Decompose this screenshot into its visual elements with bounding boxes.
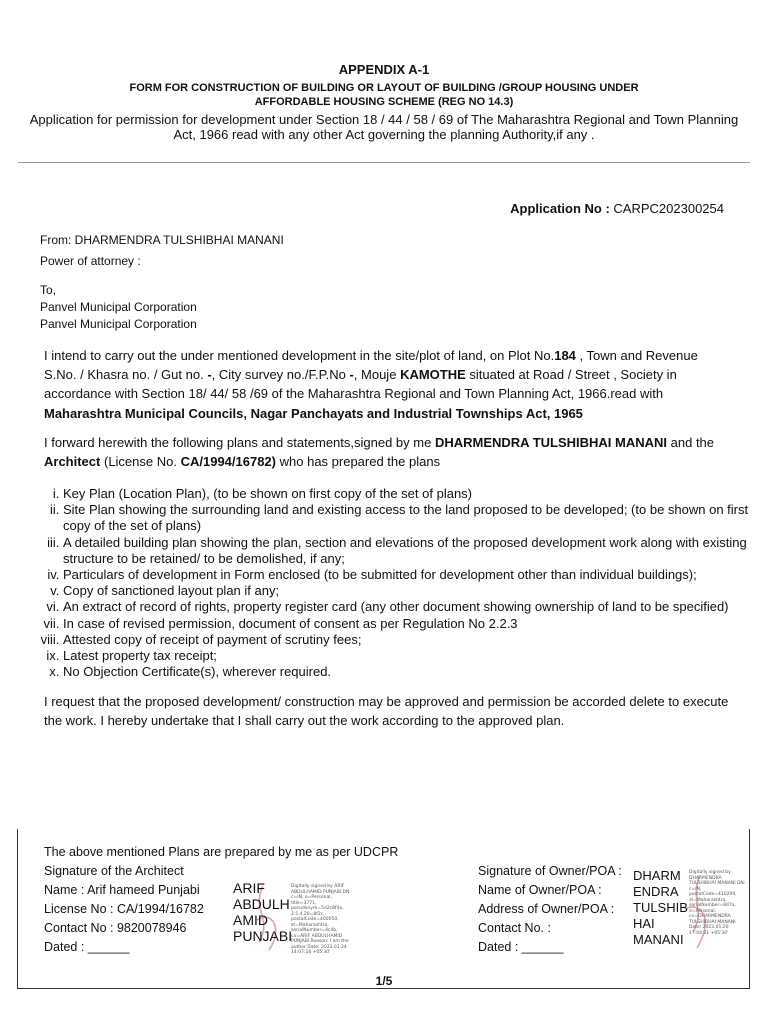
box-left-border xyxy=(17,829,18,989)
list-item: viii. Attested copy of receipt of payment of scrutiny fees; xyxy=(63,632,753,648)
development-paragraph xyxy=(44,346,744,423)
p3-line1: I request that the proposed development/ construction may be approved and permission be accorded delete to execute xyxy=(44,694,729,709)
list-item: iv. Particulars of development in Form enclosed (to be submitted for development other than individual buildings); xyxy=(63,567,753,583)
owner-digital-signature xyxy=(633,868,747,952)
application-label: Application No : xyxy=(510,201,610,216)
architect-word: Architect xyxy=(44,454,101,469)
owner-signer-line: TULSHIB xyxy=(633,900,688,915)
gut-number: - xyxy=(207,367,212,382)
architect-signer-line: PUNJABI xyxy=(233,928,293,944)
owner-signer-line: HAI xyxy=(633,916,655,931)
from-line: From: DHARMENDRA TULSHIBHAI MANANI xyxy=(40,233,284,247)
architect-signature-label: Signature of the Architect xyxy=(44,864,184,878)
application-number-row xyxy=(510,201,724,216)
owner-dated: Dated : ______ xyxy=(478,940,564,954)
intro-line1: Application for permission for development under Section 18 / 44 / 58 / 69 of The Maharashtra Regional and Town Planning xyxy=(29,112,739,127)
application-number: CARPC202300254 xyxy=(613,201,724,216)
license-number-inline: CA/1994/16782) xyxy=(180,454,276,469)
p2-text-d: who has prepared the plans xyxy=(279,454,441,469)
to-line1: Panvel Municipal Corporation xyxy=(40,300,197,314)
architect-license: License No : CA/1994/16782 xyxy=(44,902,204,916)
p2-text-c: (License No. xyxy=(103,454,177,469)
forward-paragraph xyxy=(44,433,744,471)
box-bottom-border xyxy=(17,988,750,989)
p1-text-g: accordance with Section 18/ 44/ 58 /69 of the Maharashtra Regional and Town Planning Act, 1966.read with xyxy=(44,386,664,401)
p1-text-d: , City survey no./F.P.No xyxy=(211,367,346,382)
box-right-border xyxy=(749,829,750,989)
p2-text-a: I forward herewith the following plans and statements,signed by me xyxy=(44,435,432,450)
list-item: x. No Objection Certificate(s), wherever required. xyxy=(63,664,753,680)
form-title-line2: AFFORDABLE HOUSING SCHEME (REG NO 14.3) xyxy=(254,96,514,108)
to-label: To, xyxy=(40,283,57,297)
architect-contact: Contact No : 9820078946 xyxy=(44,921,187,935)
architect-signer-line: AMID xyxy=(233,912,268,928)
architect-signature-details: Digitally signed by ARIF ABDULHAMID PUNJABI DN: c=IN, o=Personal, title=3771, pseudonym=5d2c8f4e, 2.5.4.20=8f2c, postalCode=400050, st=Maharashtra, serialNumber=4c4b, cn=ARIF ABDULHAMID PUNJABI Reason: I am the author Date: 2023.01.24 14:07:16 +05'30' xyxy=(291,884,351,955)
power-of-attorney: Power of attorney : xyxy=(40,254,141,268)
architect-signer-line: ABDULH xyxy=(233,896,290,912)
owner-signer-line: MANANI xyxy=(633,932,684,947)
p1-text-f: situated at Road / Street , Society in xyxy=(469,367,677,382)
p1-text-e: , Mouje xyxy=(353,367,397,382)
request-paragraph xyxy=(44,692,754,730)
owner-signature-details: Digitally signed by DHARMENDRA TULSHIBHAI MANANI DN: c=IN, postalCode=410209, st=Maharashtra, serialNumber=8d7a, o=Personal, cn=DHARMENDRA TULSHIBHAI MANANI Date: 2023.01.20 17:04:21 +05'30' xyxy=(689,870,746,936)
p3-line2: the work. I hereby undertake that I shall carry out the work according to the approved plan. xyxy=(44,713,565,728)
list-item: v. Copy of sanctioned layout plan if any; xyxy=(63,583,753,599)
plot-number: 184 xyxy=(554,348,576,363)
architect-signer-line: ARIF xyxy=(233,880,265,896)
list-item: vi. An extract of record of rights, property register card (any other document showing ownership of land to be specified) xyxy=(63,599,753,615)
p1-text-a: I intend to carry out the under mentioned development in the site/plot of land, on Plot No. xyxy=(44,348,555,363)
list-item: ii. Site Plan showing the surrounding land and existing access to the land proposed to be developed; (to be shown on first copy of the set of plans) xyxy=(63,502,753,534)
form-title-line1: FORM FOR CONSTRUCTION OF BUILDING OR LAYOUT OF BUILDING /GROUP HOUSING UNDER xyxy=(129,82,639,94)
architect-dated: Dated : ______ xyxy=(44,940,130,954)
p2-text-b: and the xyxy=(670,435,715,450)
appendix-title: APPENDIX A-1 xyxy=(338,62,430,77)
to-line2: Panvel Municipal Corporation xyxy=(40,317,197,331)
list-item: iii. A detailed building plan showing the plan, section and elevations of the proposed development work along with existing structure to be retained/ to be demolished, if any; xyxy=(63,535,753,567)
owner-address-label: Address of Owner/POA : xyxy=(478,902,615,916)
owner-signature-label: Signature of Owner/POA : xyxy=(478,864,622,878)
architect-heading: The above mentioned Plans are prepared by me as per UDCPR xyxy=(44,845,399,859)
list-item: vii. In case of revised permission, document of consent as per Regulation No 2.2.3 xyxy=(63,616,753,632)
list-item: i. Key Plan (Location Plan), (to be shown on first copy of the set of plans) xyxy=(63,486,753,502)
act-name: Maharashtra Municipal Councils, Nagar Panchayats and Industrial Townships Act, 1965 xyxy=(44,406,583,421)
list-item: ix. Latest property tax receipt; xyxy=(63,648,753,664)
owner-contact-label: Contact No. : xyxy=(478,921,551,935)
documents-list xyxy=(40,486,753,680)
page-number: 1/5 xyxy=(375,974,393,988)
p1-text-b: , Town and Revenue xyxy=(579,348,698,363)
owner-name-label: Name of Owner/POA : xyxy=(478,883,602,897)
fp-number: - xyxy=(349,367,354,382)
architect-name: Name : Arif hameed Punjabi xyxy=(44,883,200,897)
owner-name-inline: DHARMENDRA TULSHIBHAI MANANI xyxy=(434,435,668,450)
intro-line2: Act, 1966 read with any other Act governing the planning Authority,if any . xyxy=(173,127,595,142)
architect-digital-signature xyxy=(233,880,353,955)
mouje-name: KAMOTHE xyxy=(400,367,466,382)
header-divider xyxy=(18,162,750,163)
owner-signer-line: DHARM xyxy=(633,868,681,883)
owner-signer-line: ENDRA xyxy=(633,884,679,899)
p1-text-c: S.No. / Khasra no. / Gut no. xyxy=(44,367,204,382)
owner-block xyxy=(478,862,622,957)
